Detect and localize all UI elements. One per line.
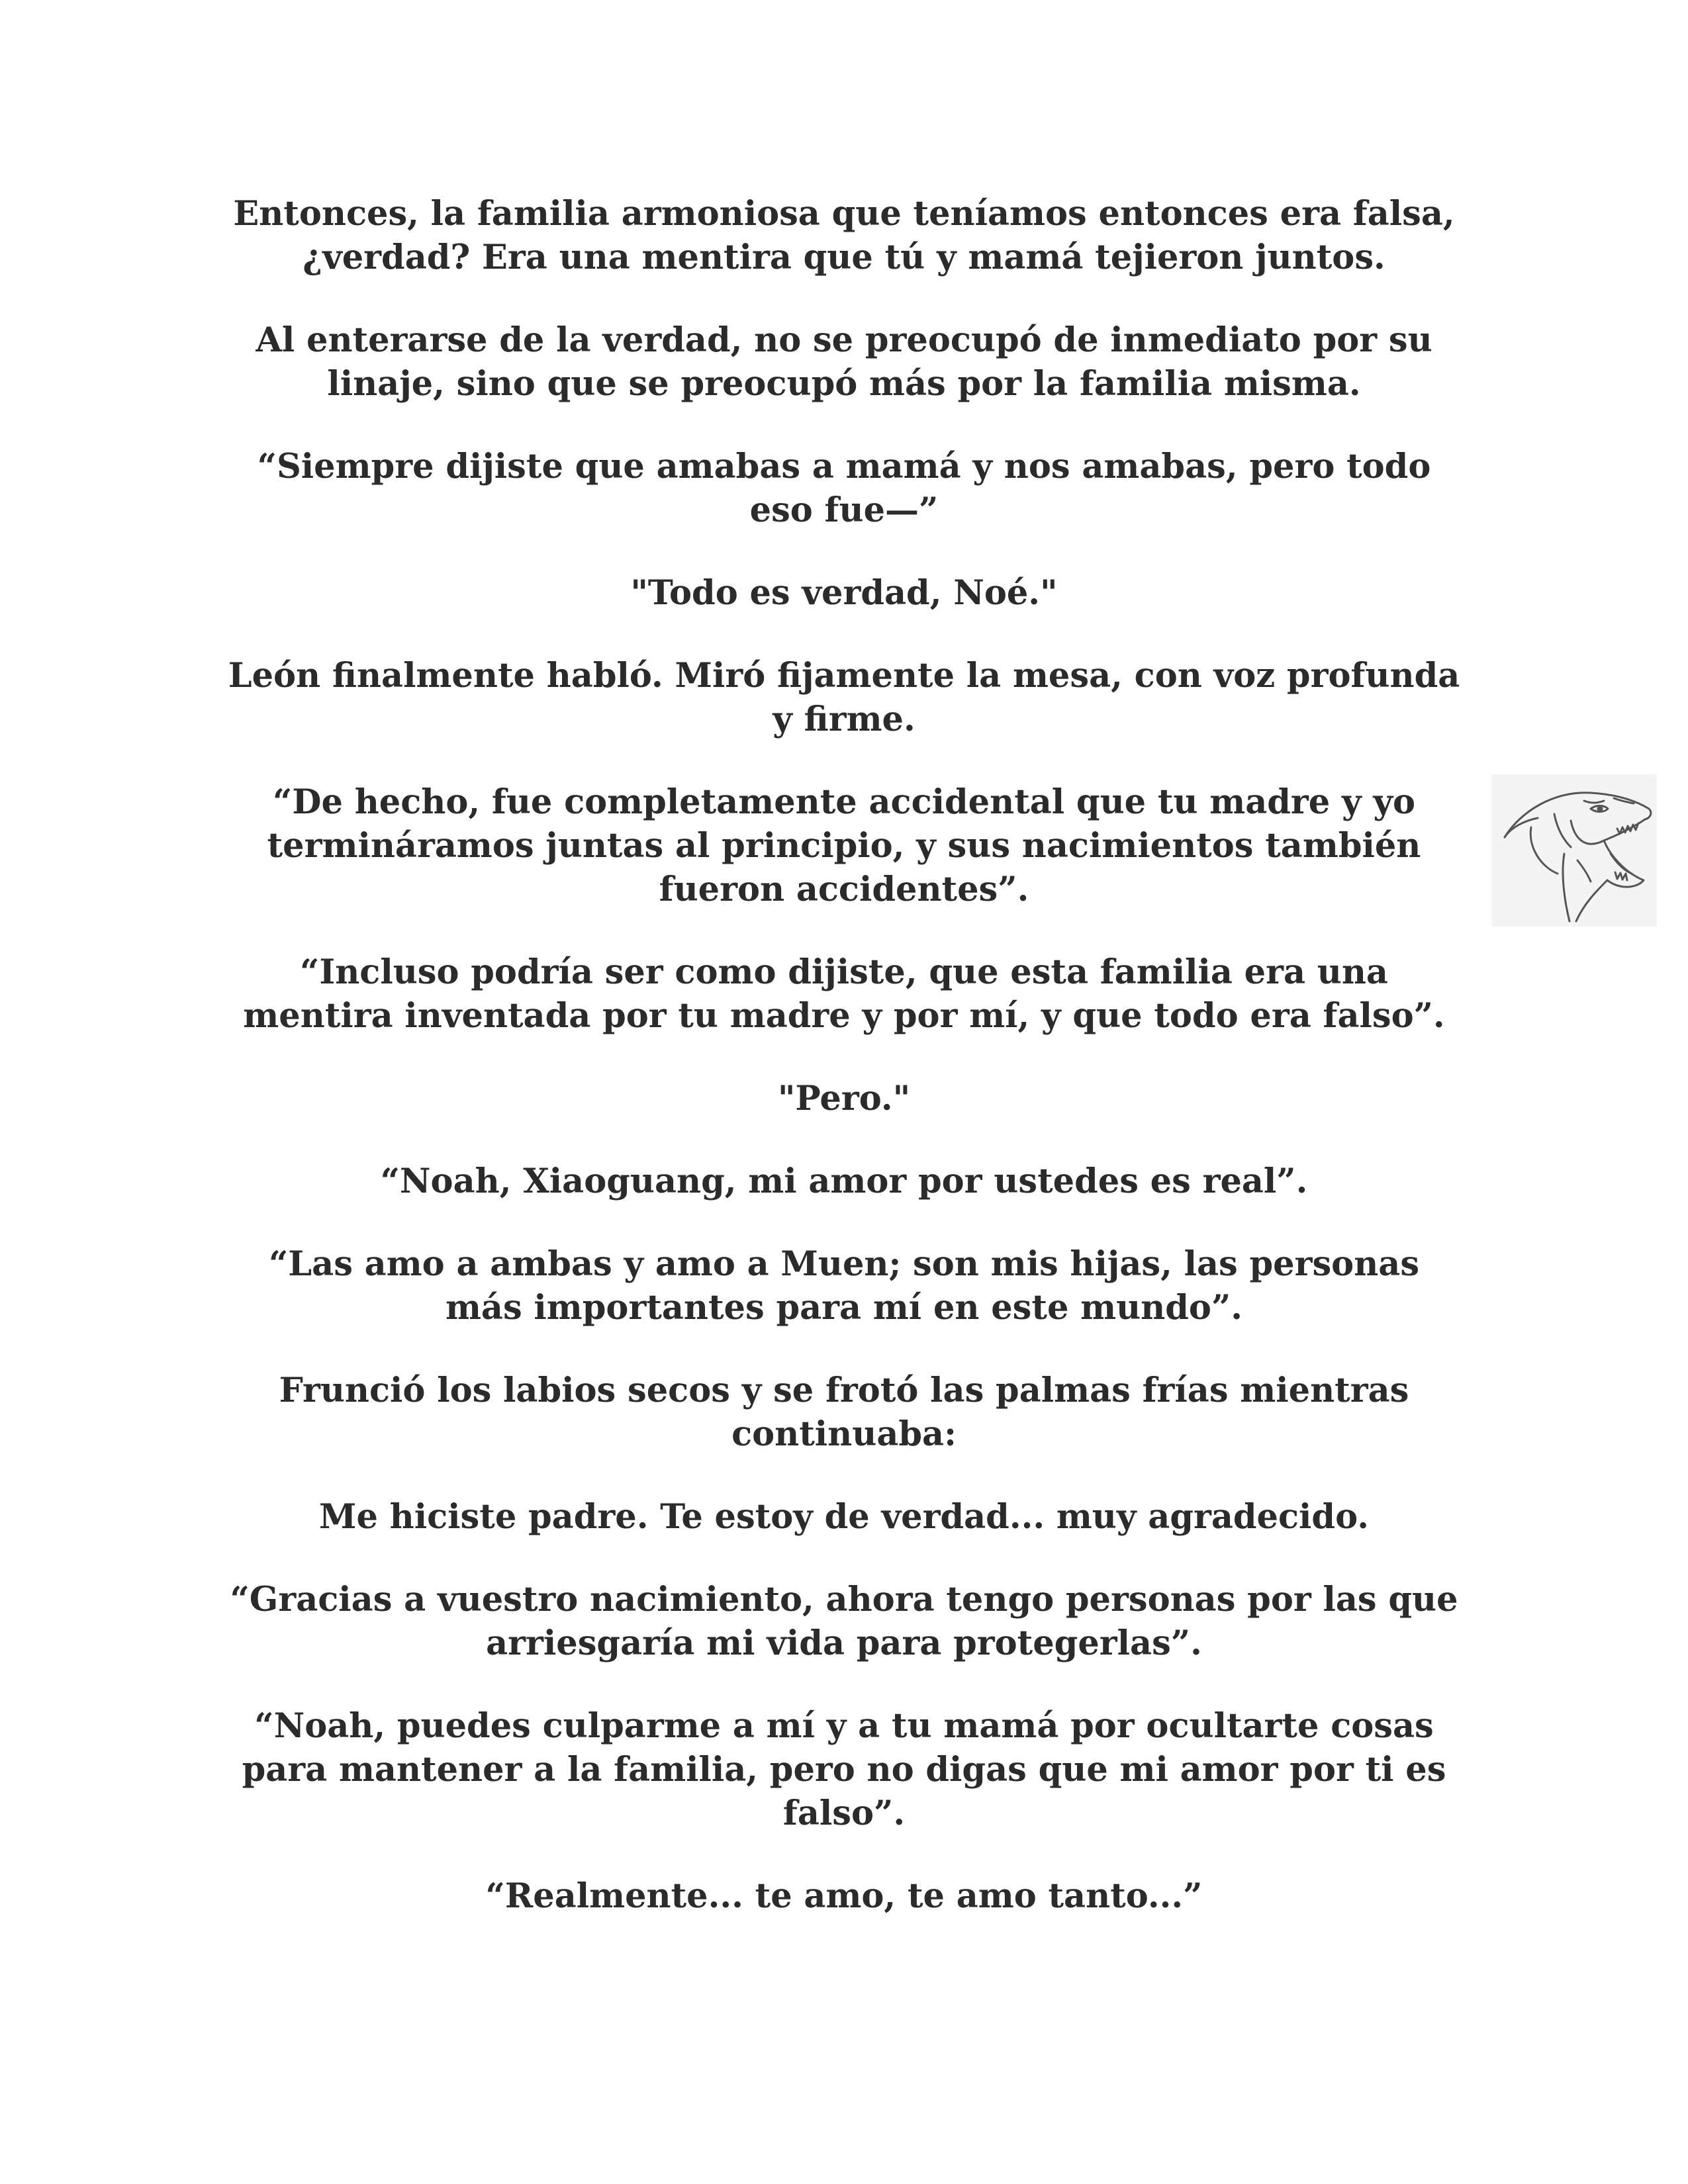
paragraph: "Todo es verdad, Noé." bbox=[630, 573, 1058, 613]
paragraph: “Noah, Xiaoguang, mi amor por ustedes es real”. bbox=[380, 1161, 1308, 1201]
paragraph: “Siempre dijiste que amabas a mamá y nos amabas, pero todo eso fue—” bbox=[257, 447, 1431, 530]
paragraph: “Incluso podría ser como dijiste, que esta familia era una mentira inventada por tu madre y por mí, y que todo era falso”. bbox=[243, 952, 1445, 1036]
paragraph: “Noah, puedes culparme a mí y a tu mamá por ocultarte cosas para mantener a la familia, pero no digas que mi amor por ti es falso”. bbox=[242, 1706, 1446, 1833]
paragraph: "Pero." bbox=[777, 1079, 911, 1118]
paragraph: Me hiciste padre. Te estoy de verdad... muy agradecido. bbox=[319, 1497, 1369, 1537]
paragraph: “De hecho, fue completamente accidental que tu madre y yo termináramos juntas al principio, y sus nacimientos también fueron accidentes”. bbox=[267, 782, 1421, 909]
paragraph: “Realmente... te amo, te amo tanto...” bbox=[485, 1876, 1203, 1916]
story-text bbox=[225, 192, 1463, 1918]
paragraph: León finalmente habló. Miró fijamente la mesa, con voz profunda y firme. bbox=[228, 656, 1460, 739]
paragraph: “Las amo a ambas y amo a Muen; son mis hijas, las personas más importantes para mí en este mundo”. bbox=[268, 1244, 1420, 1328]
paragraph: Entonces, la familia armoniosa que teníamos entonces era falsa, ¿verdad? Era una mentira que tú y mamá tejieron juntos. bbox=[233, 194, 1455, 277]
dinosaur-head-icon bbox=[1491, 774, 1657, 927]
paragraph: Al enterarse de la verdad, no se preocupó de inmediato por su linaje, sino que se preocupó más por la familia misma. bbox=[256, 320, 1432, 404]
paragraph: “Gracias a vuestro nacimiento, ahora tengo personas por las que arriesgaría mi vida para protegerlas”. bbox=[230, 1580, 1458, 1663]
paragraph: Frunció los labios secos y se frotó las palmas frías mientras continuaba: bbox=[279, 1371, 1409, 1454]
